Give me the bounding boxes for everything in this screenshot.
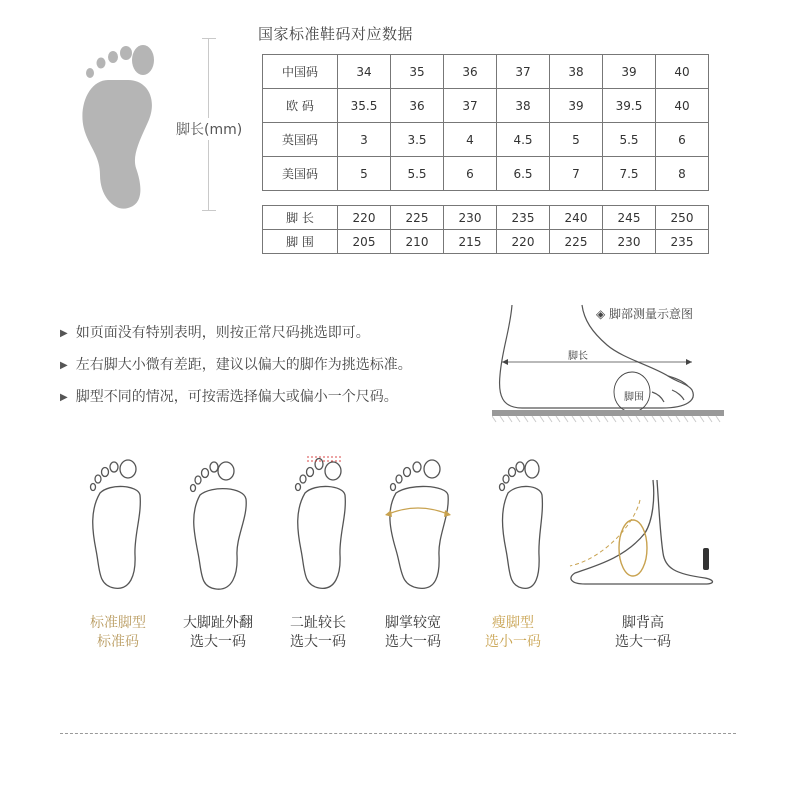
table-cell: 220 bbox=[338, 206, 391, 230]
table-cell: 37 bbox=[497, 55, 550, 89]
table-row bbox=[263, 123, 709, 157]
table-cell: 205 bbox=[338, 230, 391, 254]
row-header: 欧 码 bbox=[263, 89, 338, 123]
foot-type-label bbox=[358, 614, 468, 652]
table-cell: 37 bbox=[444, 89, 497, 123]
table-cell: 225 bbox=[391, 206, 444, 230]
footprint-icon bbox=[78, 40, 168, 212]
table-cell: 40 bbox=[656, 89, 709, 123]
tip-item bbox=[60, 354, 412, 374]
table-cell: 6 bbox=[444, 157, 497, 191]
table-cell: 8 bbox=[656, 157, 709, 191]
table-cell: 230 bbox=[603, 230, 656, 254]
foot-type-name: 脚背高 bbox=[622, 615, 664, 631]
slim-foot-icon bbox=[486, 455, 562, 595]
foot-type-advice: 选大一码 bbox=[385, 634, 441, 650]
table-cell: 250 bbox=[656, 206, 709, 230]
table-cell: 38 bbox=[550, 55, 603, 89]
foot-girth-tag: 脚围 bbox=[624, 392, 644, 403]
foot-type-name: 瘦脚型 bbox=[492, 615, 534, 631]
foot-type-advice: 选大一码 bbox=[615, 634, 671, 650]
table-row bbox=[263, 157, 709, 191]
foot-length-tag: 脚长 bbox=[568, 351, 588, 362]
table-cell: 6 bbox=[656, 123, 709, 157]
row-header: 脚 围 bbox=[263, 230, 338, 254]
foot-type-label bbox=[63, 614, 173, 652]
triangle-icon: ▶ bbox=[60, 392, 68, 403]
triangle-icon: ▶ bbox=[60, 360, 68, 371]
row-header: 脚 长 bbox=[263, 206, 338, 230]
foot-length-label: 脚长(mm) bbox=[176, 118, 242, 140]
foot-type-name: 标准脚型 bbox=[90, 615, 146, 631]
row-header: 美国码 bbox=[263, 157, 338, 191]
table-cell: 6.5 bbox=[497, 157, 550, 191]
table-cell: 210 bbox=[391, 230, 444, 254]
table-row bbox=[263, 206, 709, 230]
table-cell: 235 bbox=[497, 206, 550, 230]
table-cell: 5 bbox=[550, 123, 603, 157]
wide-foot-icon bbox=[382, 455, 458, 595]
foot-type-label bbox=[458, 614, 568, 652]
foot-type-label bbox=[588, 614, 698, 652]
standard-foot-icon bbox=[80, 455, 156, 595]
measure-tick-bottom bbox=[202, 210, 216, 211]
table-cell: 34 bbox=[338, 55, 391, 89]
table-row bbox=[263, 230, 709, 254]
table-cell: 3 bbox=[338, 123, 391, 157]
table-cell: 35.5 bbox=[338, 89, 391, 123]
table-cell: 7.5 bbox=[603, 157, 656, 191]
table-cell: 39.5 bbox=[603, 89, 656, 123]
table-cell: 36 bbox=[391, 89, 444, 123]
table-cell: 5.5 bbox=[603, 123, 656, 157]
foot-type-name: 大脚趾外翻 bbox=[183, 615, 253, 631]
table-cell: 36 bbox=[444, 55, 497, 89]
table-cell: 39 bbox=[603, 55, 656, 89]
size-chart-title: 国家标准鞋码对应数据 bbox=[258, 25, 414, 43]
long-second-toe-foot-icon bbox=[285, 455, 361, 595]
table-cell: 5 bbox=[338, 157, 391, 191]
foot-type-advice: 选大一码 bbox=[190, 634, 246, 650]
table-cell: 4 bbox=[444, 123, 497, 157]
table-cell: 220 bbox=[497, 230, 550, 254]
table-cell: 7 bbox=[550, 157, 603, 191]
bunion-foot-icon bbox=[182, 455, 258, 595]
table-cell: 245 bbox=[603, 206, 656, 230]
tip-item bbox=[60, 322, 370, 342]
measure-tick-top bbox=[202, 38, 216, 39]
table-cell: 38 bbox=[497, 89, 550, 123]
table-cell: 225 bbox=[550, 230, 603, 254]
foot-measure-table bbox=[262, 205, 709, 254]
foot-type-advice: 选小一码 bbox=[485, 634, 541, 650]
tip-text: 左右脚大小微有差距，建议以偏大的脚作为挑选标准。 bbox=[75, 357, 412, 373]
tip-text: 脚型不同的情况，可按需选择偏大或偏小一个尺码。 bbox=[75, 389, 398, 405]
table-cell: 40 bbox=[656, 55, 709, 89]
table-cell: 35 bbox=[391, 55, 444, 89]
foot-type-advice: 选大一码 bbox=[290, 634, 346, 650]
table-cell: 4.5 bbox=[497, 123, 550, 157]
table-cell: 240 bbox=[550, 206, 603, 230]
table-cell: 5.5 bbox=[391, 157, 444, 191]
table-row bbox=[263, 89, 709, 123]
triangle-icon: ▶ bbox=[60, 328, 68, 339]
row-header: 中国码 bbox=[263, 55, 338, 89]
row-header: 英国码 bbox=[263, 123, 338, 157]
dashed-divider bbox=[60, 733, 736, 734]
table-cell: 39 bbox=[550, 89, 603, 123]
shoe-size-table bbox=[262, 54, 709, 191]
high-instep-foot-icon bbox=[565, 478, 715, 588]
measure-diagram-title: ◈ 脚部测量示意图 bbox=[596, 307, 694, 321]
table-row bbox=[263, 55, 709, 89]
foot-type-label bbox=[263, 614, 373, 652]
foot-type-advice: 标准码 bbox=[97, 634, 139, 650]
table-cell: 230 bbox=[444, 206, 497, 230]
tip-text: 如页面没有特别表明，则按正常尺码挑选即可。 bbox=[75, 325, 370, 341]
foot-type-label bbox=[163, 614, 273, 652]
foot-type-name: 二趾较长 bbox=[290, 615, 346, 631]
table-cell: 215 bbox=[444, 230, 497, 254]
table-cell: 3.5 bbox=[391, 123, 444, 157]
tip-item bbox=[60, 386, 398, 406]
foot-type-name: 脚掌较宽 bbox=[385, 615, 441, 631]
table-cell: 235 bbox=[656, 230, 709, 254]
